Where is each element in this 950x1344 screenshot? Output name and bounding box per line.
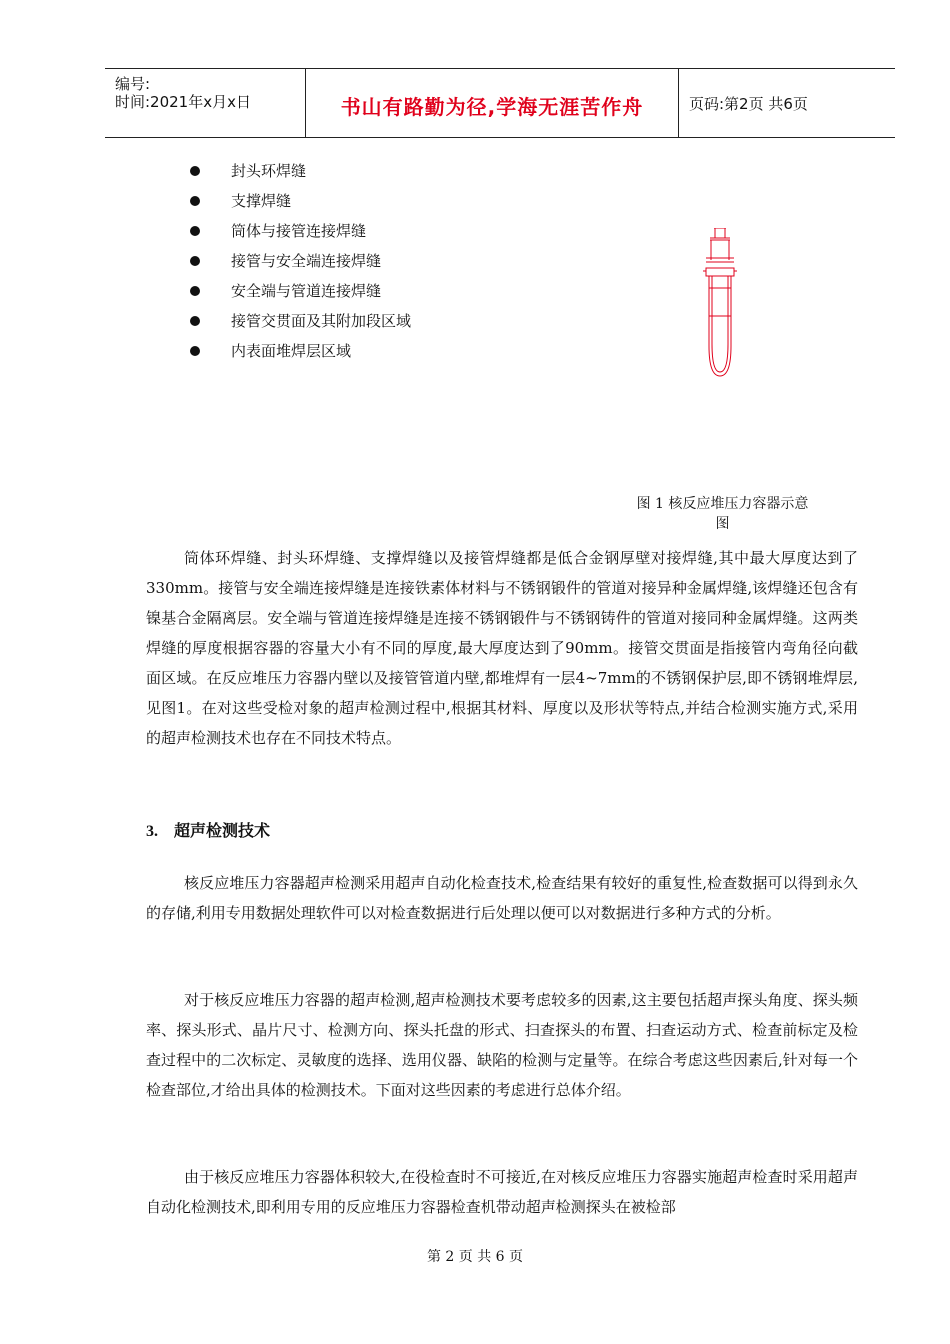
bullet-icon — [190, 346, 200, 356]
date-label: 时间:2021年x月x日 — [115, 93, 251, 111]
header-meta-cell — [105, 69, 306, 137]
list-item-label: 接管与安全端连接焊缝 — [231, 252, 382, 270]
list-item — [185, 280, 411, 310]
section-heading — [146, 818, 270, 841]
bullet-icon — [190, 226, 200, 236]
bullet-icon — [190, 166, 200, 176]
page-footer: 第 2 页 共 6 页 — [426, 1249, 524, 1265]
section-number: 3. — [146, 823, 158, 840]
section-title: 超声检测技术 — [174, 821, 271, 840]
list-item — [185, 340, 411, 370]
header-motto-cell — [306, 69, 679, 137]
figure-caption — [620, 494, 825, 534]
figure-caption-line-2: 图 — [715, 516, 730, 532]
page-header — [105, 68, 895, 138]
pressure-vessel-figure — [690, 228, 750, 378]
list-item-label: 内表面堆焊层区域 — [231, 342, 352, 360]
list-item — [185, 190, 411, 220]
list-item — [185, 160, 411, 190]
paragraph-automated-inspection: 核反应堆压力容器超声检测采用超声自动化检查技术,检查结果有较好的重复性,检查数据可以得到永久的存储,利用专用数据处理软件可以对检查数据进行后处理以便可以对数据进行多种方式的分析。 — [146, 874, 858, 922]
header-motto: 书山有路勤为径,学海无涯苦作舟 — [340, 95, 644, 119]
paragraph-inspection-machine: 由于核反应堆压力容器体积较大,在役检查时不可接近,在对核反应堆压力容器实施超声检查时采用超声自动化检测技术,即利用专用的反应堆压力容器检查机带动超声检测探头在被检部 — [146, 1168, 858, 1216]
paragraph-weld-description: 筒体环焊缝、封头环焊缝、支撑焊缝以及接管焊缝都是低合金钢厚壁对接焊缝,其中最大厚度达到了330mm。接管与安全端连接焊缝是连接铁素体材料与不锈钢锻件的管道对接异种金属焊缝,该焊缝还包含有镍基合金隔离层。安全端与管道连接焊缝是连接不锈钢锻件与不锈钢铸件的管道对接同种金属焊缝。这两类焊缝的厚度根据容器的容量大小有不同的厚度,最大厚度达到了90mm。接管交贯面是指接管内弯角径向截面区域。在反应堆压力容器内壁以及接管管道内壁,都堆焊有一层4~7mm的不锈钢保护层,即不锈钢堆焊层,见图1。在对这些受检对象的超声检测过程中,根据其材料、厚度以及形状等特点,并结合检测实施方式,采用的超声检测技术也存在不同技术特点。 — [146, 549, 858, 747]
list-item-label: 筒体与接管连接焊缝 — [231, 222, 367, 240]
bullet-icon — [190, 286, 200, 296]
list-item-label: 封头环焊缝 — [231, 162, 307, 180]
list-item — [185, 220, 411, 250]
list-item — [185, 250, 411, 280]
list-item-label: 支撑焊缝 — [231, 192, 292, 210]
figure-caption-line-1: 图 1 核反应堆压力容器示意 — [636, 496, 809, 512]
list-item — [185, 310, 411, 340]
list-item-label: 接管交贯面及其附加段区域 — [231, 312, 412, 330]
weld-list — [185, 160, 411, 370]
code-label: 编号: — [115, 75, 151, 93]
header-page-cell — [679, 69, 895, 137]
bullet-icon — [190, 316, 200, 326]
bullet-icon — [190, 196, 200, 206]
bullet-icon — [190, 256, 200, 266]
list-item-label: 安全端与管道连接焊缝 — [231, 282, 382, 300]
paragraph-factors: 对于核反应堆压力容器的超声检测,超声检测技术要考虑较多的因素,这主要包括超声探头角度、探头频率、探头形式、晶片尺寸、检测方向、探头托盘的形式、扫查探头的布置、扫查运动方式、检查前标定及检查过程中的二次标定、灵敏度的选择、选用仪器、缺陷的检测与定量等。在综合考虑这些因素后,针对每一个检查部位,才给出具体的检测技术。下面对这些因素的考虑进行总体介绍。 — [146, 991, 858, 1099]
header-page-info: 页码:第2页 共6页 — [689, 95, 808, 113]
